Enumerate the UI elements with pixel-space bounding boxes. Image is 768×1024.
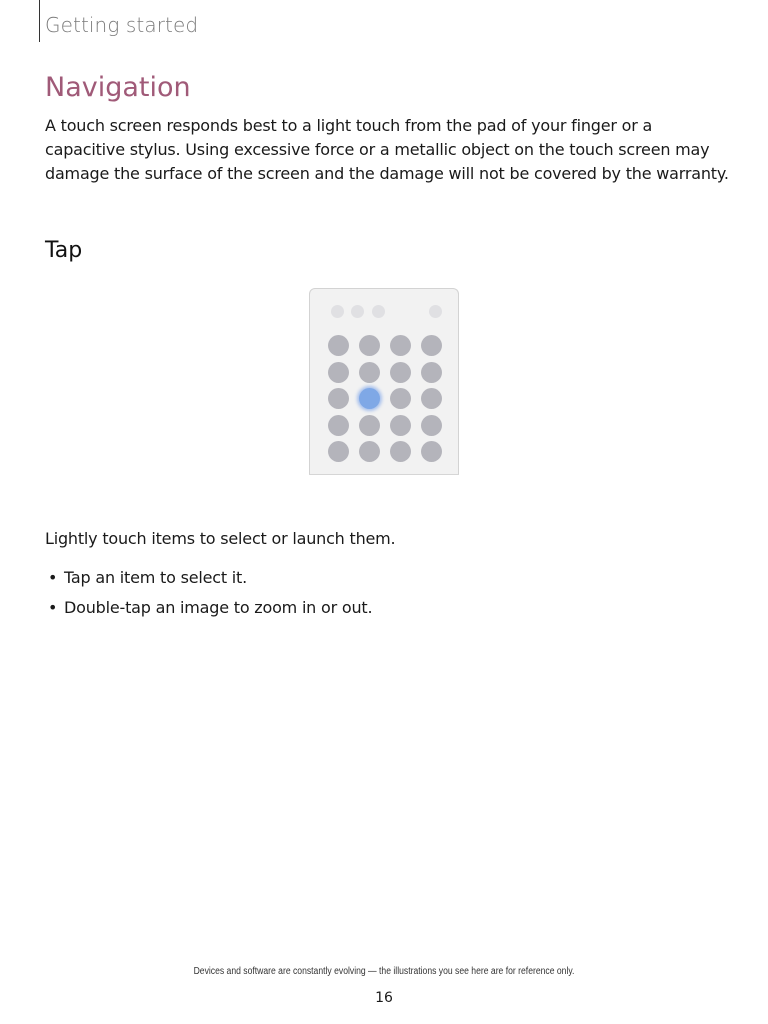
bullet-icon: • [48,568,58,587]
page-number: 16 [375,990,393,1006]
app-icon [359,415,380,436]
app-icon [328,415,349,436]
illustration-baseline [309,474,459,475]
list-item [45,597,372,619]
intro-paragraph: A touch screen responds best to a light touch from the pad of your finger or a capacitive stylus. Using excessive force or a metallic object on the touch screen may damage the surface of the screen and the damage will not be covered by the warranty. [45,116,729,183]
app-icon [390,335,411,356]
list-item-text: Tap an item to select it. [64,568,248,587]
header-divider [39,0,40,42]
app-icon [328,441,349,462]
tapped-app-icon [359,388,380,409]
footer-disclaimer: Devices and software are constantly evolving — the illustrations you see here are for reference only. [193,966,575,977]
status-bar-dot [372,305,385,318]
app-icon [359,335,380,356]
app-icon [328,335,349,356]
tap-subheading: Tap [45,238,83,263]
app-icon [390,441,411,462]
app-icon [359,441,380,462]
app-icon [328,362,349,383]
page-title: Navigation [45,72,191,103]
app-icon [359,362,380,383]
app-icon [421,335,442,356]
tap-bullet-list [45,567,372,627]
status-bar-dot [351,305,364,318]
list-item-text: Double-tap an image to zoom in or out. [64,598,373,617]
tap-caption: Lightly touch items to select or launch them. [45,529,396,548]
tap-illustration [309,288,459,474]
section-header: Getting started [45,13,199,37]
status-bar-dot [331,305,344,318]
app-icon [328,388,349,409]
app-icon [421,441,442,462]
app-icon [390,362,411,383]
app-icon [421,362,442,383]
list-item [45,567,372,589]
app-icon [421,388,442,409]
bullet-icon: • [48,598,58,617]
status-bar-dot [429,305,442,318]
app-icon [390,415,411,436]
app-icon [390,388,411,409]
app-icon [421,415,442,436]
